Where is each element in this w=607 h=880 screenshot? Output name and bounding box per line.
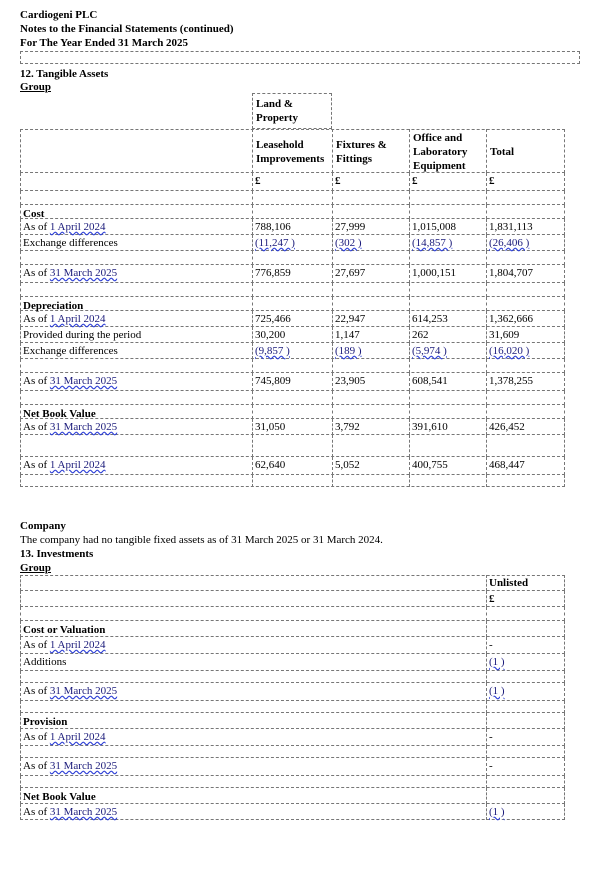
column-divider <box>332 297 333 311</box>
column-divider <box>332 235 333 251</box>
column-divider <box>252 405 253 419</box>
row-label <box>23 329 141 341</box>
column-divider <box>332 219 333 235</box>
cell-value: - <box>489 639 493 651</box>
row-label-text: As of <box>23 375 50 387</box>
column-divider <box>486 173 487 191</box>
cell-value[interactable]: (16,020 ) <box>489 345 530 357</box>
currency-symbol: £ <box>489 593 495 605</box>
column-divider <box>252 311 253 327</box>
column-divider <box>332 327 333 343</box>
column-divider <box>332 405 333 419</box>
column-divider <box>252 457 253 475</box>
row-label <box>23 760 117 772</box>
column-divider <box>486 327 487 343</box>
column-divider <box>332 265 333 283</box>
column-divider <box>486 283 487 297</box>
column-divider <box>486 405 487 419</box>
column-divider <box>332 419 333 435</box>
cell-value[interactable]: (302 ) <box>335 237 362 249</box>
inv-currency-row <box>20 591 565 607</box>
column-divider <box>486 788 487 804</box>
row-label-text: As of <box>23 459 50 471</box>
cell-value: 62,640 <box>255 459 286 471</box>
column-divider <box>252 373 253 391</box>
row-label <box>23 267 117 279</box>
spacer-row <box>20 391 565 405</box>
column-divider <box>409 475 410 487</box>
date-link[interactable]: 31 March 2025 <box>49 806 118 818</box>
column-divider <box>252 191 253 205</box>
row-label <box>23 345 118 357</box>
spacer-row <box>20 607 565 621</box>
column-divider <box>252 297 253 311</box>
column-divider <box>486 591 487 607</box>
company-heading: Company <box>20 520 66 532</box>
row-label-text: As of <box>23 685 50 697</box>
row-label <box>23 421 117 433</box>
cell-value[interactable]: (1 ) <box>489 806 505 818</box>
tangible-group-label: Group <box>20 81 51 93</box>
row-label <box>23 731 106 743</box>
currency-symbol: £ <box>489 175 495 187</box>
section-heading: Depreciation <box>23 300 84 312</box>
inv-section-heading-row <box>20 788 565 804</box>
inv-section-heading-row <box>20 713 565 729</box>
date-link[interactable]: 1 April 2024 <box>49 313 106 325</box>
cell-value: 1,015,008 <box>412 221 456 233</box>
column-divider <box>332 435 333 457</box>
column-divider <box>486 373 487 391</box>
column-divider <box>486 621 487 637</box>
column-divider <box>332 191 333 205</box>
column-divider <box>486 265 487 283</box>
column-divider <box>486 746 487 758</box>
column-header-4: Total <box>486 129 565 173</box>
column-header-3: Office and Laboratory Equipment <box>409 129 486 173</box>
inv-row <box>20 654 565 671</box>
spacer-row <box>20 435 565 457</box>
section-heading: Provision <box>23 716 68 728</box>
column-divider <box>332 475 333 487</box>
row-label-text: As of <box>23 806 50 818</box>
investments-heading: 13. Investments <box>20 548 94 560</box>
column-divider <box>332 251 333 265</box>
section-heading-row <box>20 405 565 419</box>
column-divider <box>332 283 333 297</box>
cell-value[interactable]: (14,857 ) <box>412 237 453 249</box>
section-heading: Cost or Valuation <box>23 624 106 636</box>
column-divider <box>486 391 487 405</box>
row-label-text: Exchange differences <box>23 345 118 357</box>
column-divider <box>486 671 487 683</box>
row-label-text: As of <box>23 760 50 772</box>
col-group-header-land-property: Land & Property <box>252 93 332 129</box>
cell-value[interactable]: (1 ) <box>489 685 505 697</box>
column-divider <box>252 475 253 487</box>
cell-value: 31,050 <box>255 421 286 433</box>
row-label <box>23 459 106 471</box>
cell-value: 400,755 <box>412 459 448 471</box>
column-divider <box>486 311 487 327</box>
column-divider <box>486 235 487 251</box>
column-divider <box>332 205 333 219</box>
row-label <box>23 806 117 818</box>
column-divider <box>486 343 487 359</box>
column-divider <box>486 457 487 475</box>
page-title: Notes to the Financial Statements (continued) <box>20 23 234 35</box>
cell-value: 3,792 <box>335 421 360 433</box>
row-label-text: As of <box>23 267 50 279</box>
column-divider <box>409 311 410 327</box>
column-divider <box>486 701 487 713</box>
column-divider <box>252 435 253 457</box>
currency-symbol: £ <box>255 175 261 187</box>
date-link[interactable]: 31 March 2025 <box>49 685 118 697</box>
column-divider <box>409 205 410 219</box>
column-divider <box>486 205 487 219</box>
cell-value[interactable]: (5,974 ) <box>412 345 447 357</box>
date-link[interactable]: 31 March 2025 <box>49 375 118 387</box>
column-divider <box>252 251 253 265</box>
cell-value: 1,831,113 <box>489 221 533 233</box>
column-divider <box>486 607 487 621</box>
column-divider <box>332 311 333 327</box>
date-link[interactable]: 31 March 2025 <box>49 421 118 433</box>
column-divider <box>409 435 410 457</box>
row-label-text: Exchange differences <box>23 237 118 249</box>
cell-value: 1,378,255 <box>489 375 533 387</box>
column-header-1: Leasehold Improvements <box>252 129 332 173</box>
investments-group-label: Group <box>20 562 51 574</box>
column-divider <box>252 205 253 219</box>
column-divider <box>409 219 410 235</box>
row-label-text: Provided during the period <box>23 329 142 341</box>
currency-symbol: £ <box>335 175 341 187</box>
column-divider <box>332 391 333 405</box>
column-divider <box>332 359 333 373</box>
section-heading: Cost <box>23 208 45 220</box>
date-link[interactable]: 1 April 2024 <box>49 221 106 233</box>
cell-value: 614,253 <box>412 313 448 325</box>
column-divider <box>486 435 487 457</box>
date-link[interactable]: 1 April 2024 <box>49 639 106 651</box>
column-divider <box>486 637 487 654</box>
inv-header-row <box>20 575 565 591</box>
cell-value: 391,610 <box>412 421 448 433</box>
tangible-heading: 12. Tangible Assets <box>20 68 109 80</box>
spacer-row <box>20 191 565 205</box>
cell-value[interactable]: (11,247 ) <box>255 237 295 249</box>
date-link[interactable]: 31 March 2025 <box>49 760 118 772</box>
column-divider <box>252 265 253 283</box>
section-heading: Net Book Value <box>23 791 96 803</box>
row-label-text: As of <box>23 639 50 651</box>
column-divider <box>252 327 253 343</box>
spacer-row <box>20 701 565 713</box>
column-divider <box>486 575 487 591</box>
cell-value: 1,147 <box>335 329 360 341</box>
column-divider <box>409 327 410 343</box>
period-label: For The Year Ended 31 March 2025 <box>20 37 189 49</box>
column-divider <box>252 391 253 405</box>
column-divider <box>409 391 410 405</box>
inv-column-header: Unlisted <box>489 577 529 589</box>
row-label <box>23 313 106 325</box>
column-divider <box>252 343 253 359</box>
cell-value[interactable]: (1 ) <box>489 656 505 668</box>
cell-value: 1,000,151 <box>412 267 456 279</box>
column-divider <box>252 173 253 191</box>
cell-value[interactable]: (9,857 ) <box>255 345 290 357</box>
cell-value: 262 <box>412 329 429 341</box>
cell-value: 776,859 <box>255 267 291 279</box>
company-note-text: The company had no tangible fixed assets as of 31 March 2025 or 31 March 2024. <box>20 534 383 546</box>
row-label <box>23 639 106 651</box>
row-label-text: As of <box>23 313 50 325</box>
date-link[interactable]: 1 April 2024 <box>49 731 106 743</box>
column-divider <box>409 283 410 297</box>
column-divider <box>486 758 487 776</box>
cell-value: 23,905 <box>335 375 366 387</box>
cell-value: 788,106 <box>255 221 291 233</box>
cell-value: 1,362,666 <box>489 313 533 325</box>
cell-value: 426,452 <box>489 421 525 433</box>
column-divider <box>409 173 410 191</box>
column-divider <box>486 191 487 205</box>
section-heading-row <box>20 205 565 219</box>
column-divider <box>486 297 487 311</box>
date-link[interactable]: 1 April 2024 <box>49 459 106 471</box>
spacer-row <box>20 359 565 373</box>
currency-symbol: £ <box>412 175 418 187</box>
spacer-row <box>20 776 565 788</box>
cell-value: 5,052 <box>335 459 360 471</box>
cell-value: 30,200 <box>255 329 286 341</box>
cell-value: 1,804,707 <box>489 267 533 279</box>
column-divider <box>409 235 410 251</box>
row-label <box>23 685 117 697</box>
column-divider <box>486 776 487 788</box>
column-divider <box>409 265 410 283</box>
spacer-row <box>20 283 565 297</box>
currency-row <box>20 173 565 191</box>
column-divider <box>486 475 487 487</box>
spacer-row <box>20 251 565 265</box>
cell-value: - <box>489 760 493 772</box>
column-divider <box>332 343 333 359</box>
column-divider <box>409 373 410 391</box>
column-divider <box>252 219 253 235</box>
column-divider <box>486 729 487 746</box>
column-divider <box>486 713 487 729</box>
column-divider <box>252 283 253 297</box>
column-divider <box>409 297 410 311</box>
column-divider <box>486 654 487 671</box>
cell-value[interactable]: (189 ) <box>335 345 362 357</box>
column-divider <box>486 419 487 435</box>
cell-value: 468,447 <box>489 459 525 471</box>
column-header-2: Fixtures & Fittings <box>332 129 409 173</box>
column-divider <box>252 419 253 435</box>
row-label <box>23 237 118 249</box>
column-divider <box>486 219 487 235</box>
column-divider <box>332 173 333 191</box>
column-divider <box>486 804 487 820</box>
spacer-row <box>20 671 565 683</box>
column-divider <box>409 359 410 373</box>
row-label-text: As of <box>23 421 50 433</box>
column-divider <box>252 359 253 373</box>
cell-value: 27,999 <box>335 221 366 233</box>
row-label <box>23 221 106 233</box>
cell-value[interactable]: (26,406 ) <box>489 237 530 249</box>
row-label-text: As of <box>23 221 50 233</box>
date-link[interactable]: 31 March 2025 <box>49 267 118 279</box>
section-heading: Net Book Value <box>23 408 96 420</box>
column-divider <box>252 235 253 251</box>
column-divider <box>332 373 333 391</box>
column-divider <box>332 457 333 475</box>
column-divider <box>409 457 410 475</box>
column-divider <box>409 343 410 359</box>
column-divider <box>409 419 410 435</box>
blank-banner-row <box>20 51 580 64</box>
column-divider <box>409 251 410 265</box>
cell-value: 745,809 <box>255 375 291 387</box>
row-label-text: Additions <box>23 656 67 668</box>
company-name: Cardiogeni PLC <box>20 9 98 21</box>
column-divider <box>486 683 487 701</box>
cell-value: 608,541 <box>412 375 448 387</box>
cell-value: 725,466 <box>255 313 291 325</box>
cell-value: 31,609 <box>489 329 520 341</box>
row-label <box>23 656 66 668</box>
section-heading-row <box>20 297 565 311</box>
row-label <box>23 375 117 387</box>
row-label-text: As of <box>23 731 50 743</box>
cell-value: 22,947 <box>335 313 366 325</box>
cell-value: 27,697 <box>335 267 366 279</box>
spacer-row <box>20 746 565 758</box>
cell-value: - <box>489 731 493 743</box>
column-divider <box>486 359 487 373</box>
spacer-row <box>20 475 565 487</box>
column-divider <box>486 251 487 265</box>
column-divider <box>409 191 410 205</box>
column-divider <box>409 405 410 419</box>
